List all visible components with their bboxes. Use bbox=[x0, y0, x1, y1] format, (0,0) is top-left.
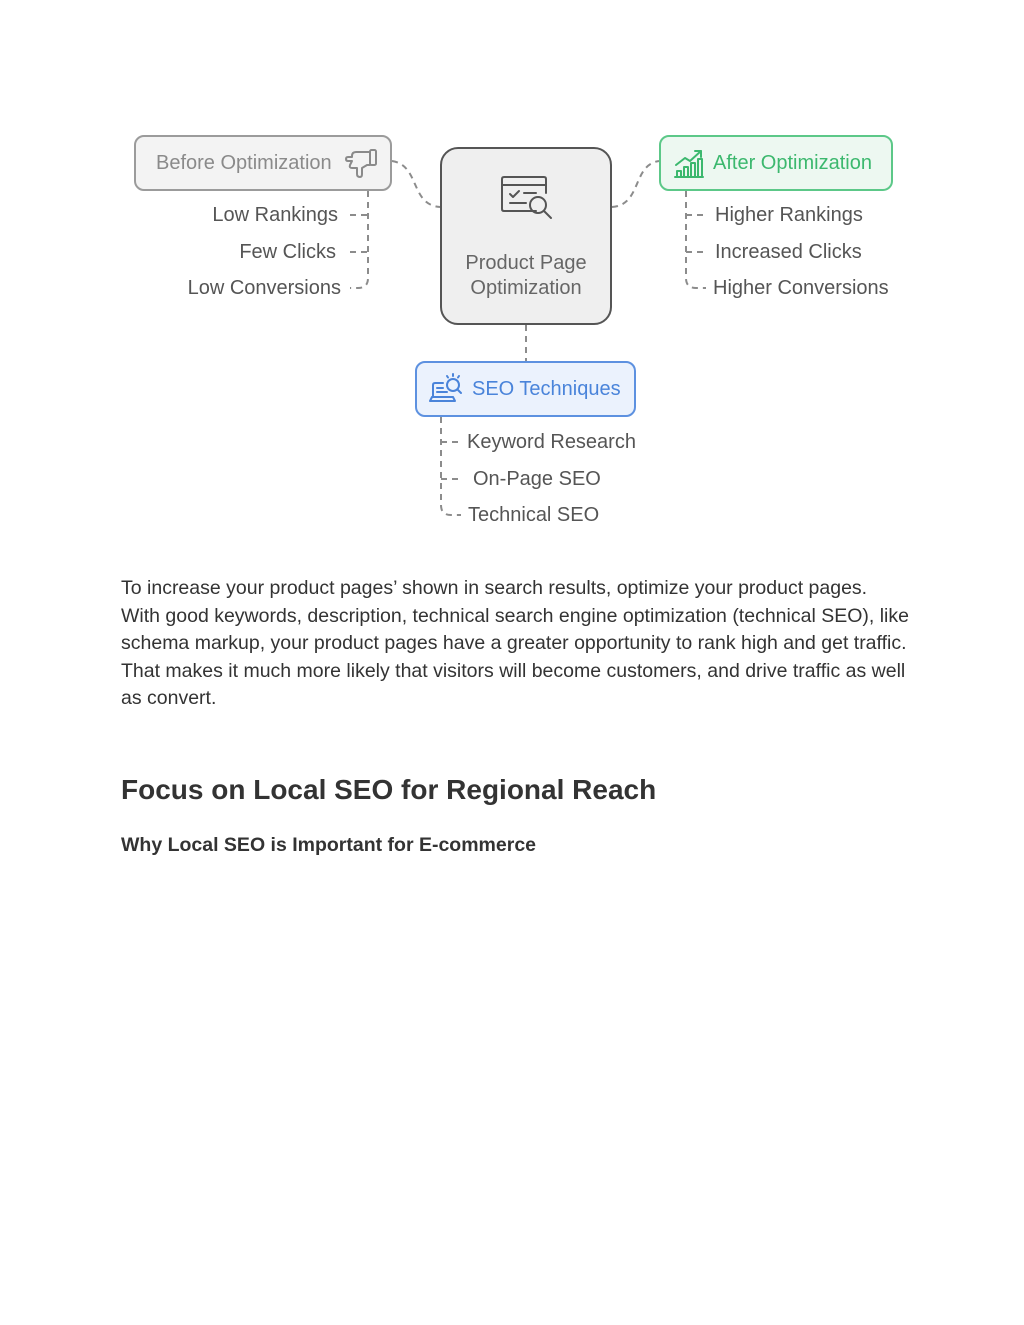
section-heading: Focus on Local SEO for Regional Reach bbox=[121, 774, 657, 805]
product-page-optimization-label: Product Page Optimization bbox=[465, 252, 587, 299]
thumbs-down-icon bbox=[344, 147, 378, 179]
seo-techniques-box bbox=[415, 361, 636, 417]
before-optimization-label: Before Optimization bbox=[156, 151, 332, 174]
connector-center-after bbox=[612, 161, 659, 207]
before-item-low-rankings: Low Rankings bbox=[212, 204, 338, 226]
before-item-low-conversions: Low Conversions bbox=[187, 277, 341, 299]
after-item-higher-rankings: Higher Rankings bbox=[715, 204, 863, 226]
optimization-diagram bbox=[0, 0, 1024, 560]
after-optimization-box bbox=[659, 135, 893, 191]
web-search-icon bbox=[500, 175, 554, 221]
body-paragraph: To increase your product pages’ shown in search results, optimize your product pages. With good keywords, description, technical search engine optimization (technical SEO), like schema markup, your product pages have a greater opportunity to rank high and get traffic. That makes it much more likely that visitors will become customers, and drive traffic as well as convert. bbox=[121, 577, 909, 710]
connector-after-list bbox=[686, 191, 706, 288]
seo-item-keyword-research: Keyword Research bbox=[467, 431, 636, 453]
connector-seo-list bbox=[441, 417, 461, 515]
connector-before-list bbox=[350, 191, 368, 288]
before-item-few-clicks: Few Clicks bbox=[239, 241, 336, 263]
before-optimization-box bbox=[134, 135, 392, 191]
seo-item-technical-seo: Technical SEO bbox=[468, 504, 600, 526]
laptop-search-icon bbox=[429, 373, 463, 405]
seo-techniques-label: SEO Techniques bbox=[472, 377, 621, 400]
growth-chart-icon bbox=[673, 147, 705, 179]
section-subheading: Why Local SEO is Important for E-commerce bbox=[121, 834, 537, 856]
after-item-increased-clicks: Increased Clicks bbox=[715, 241, 862, 263]
seo-item-on-page-seo: On-Page SEO bbox=[473, 468, 601, 490]
product-page-optimization-box bbox=[440, 147, 612, 325]
after-optimization-label: After Optimization bbox=[713, 151, 872, 174]
after-item-higher-conversions: Higher Conversions bbox=[713, 277, 889, 299]
connector-center-before bbox=[392, 161, 440, 207]
